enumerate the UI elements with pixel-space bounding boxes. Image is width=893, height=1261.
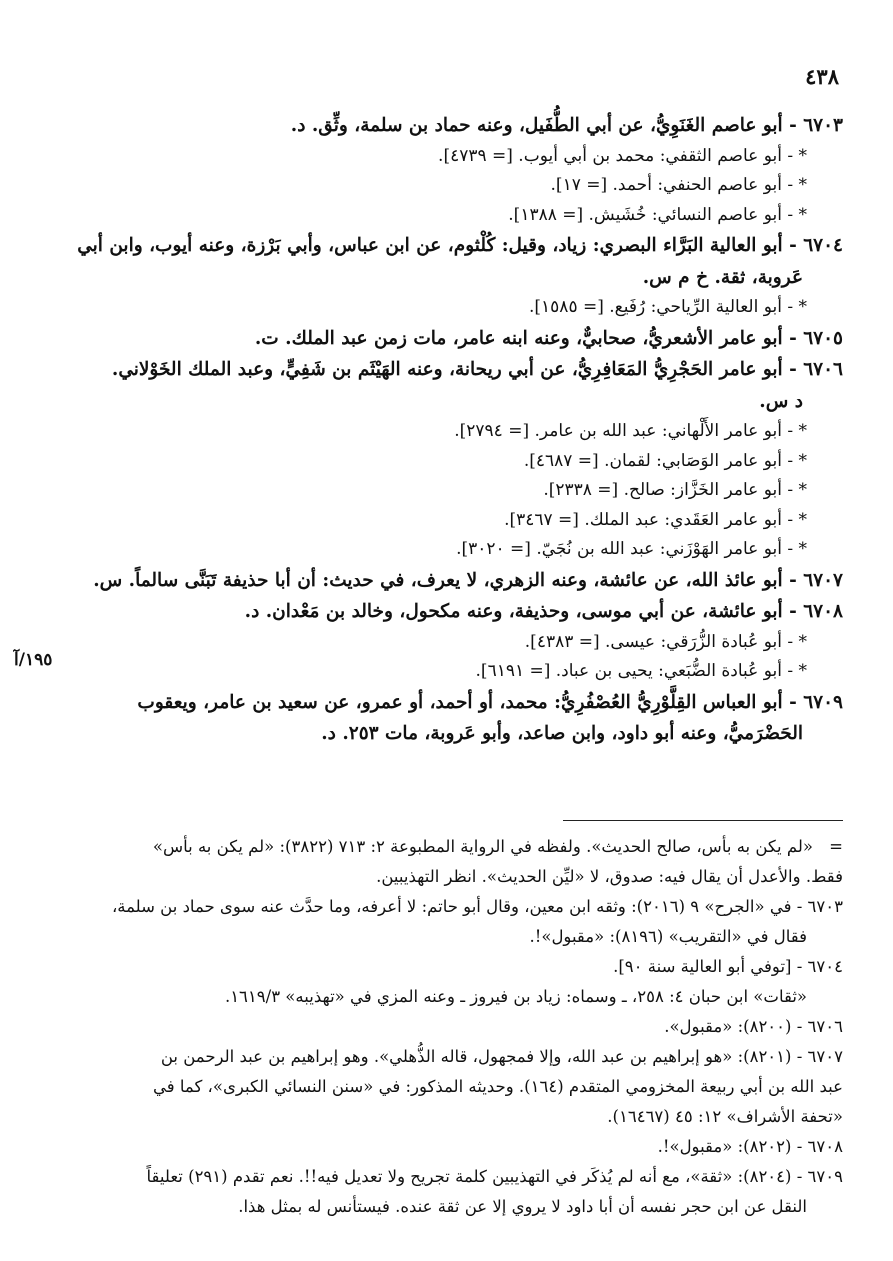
cross-ref: * - أبو عامر الخَزَّاز: صالح. [= ٢٣٣٨].	[543, 480, 807, 500]
footnote-6706: ٦٧٠٦ - (٨٢٠٠): «مقبول».	[664, 1017, 843, 1036]
footnote-6704: ٦٧٠٤ - [توفي أبو العالية سنة ٩٠].	[613, 957, 843, 976]
footnote-divider	[563, 820, 843, 821]
footnote-line	[43, 832, 843, 862]
footnote-6703: ٦٧٠٣ - في «الجرح» ٩ (٢٠١٦): وثقه ابن معين، وقال أبو حاتم: لا أعرفه، وما حدَّث عنه سوى حماد بن سلمة،	[111, 897, 843, 916]
footnote-line: عبد الله بن أبي ربيعة المخزومي المتقدم (١٦٤). وحديثه المذكور: في «سنن النسائي الكبرى»، كما في	[153, 1077, 843, 1096]
footnote-line: النقل عن ابن حجر نفسه أن أبا داود لا يروي إلا عن ثقة عنده. فيستأنس له بمثل هذا.	[238, 1197, 807, 1216]
footnote-line: فقط. والأعدل أن يقال فيه: صدوق، لا «ليِّن الحديث». انظر التهذيبين.	[376, 867, 843, 886]
entry-6704-cont: عَروبة، ثقة. خ م س.	[642, 266, 803, 288]
footnote-6708: ٦٧٠٨ - (٨٢٠٢): «مقبول»!.	[657, 1137, 843, 1156]
margin-folio-note: ١٩٥/آ	[14, 650, 53, 670]
entry-6709-cont: الحَضْرَميُّ، وعنه أبو داود، وابن صاعد، وأبو عَروبة، مات ٢٥٣. د.	[321, 723, 803, 744]
cross-ref: * - أبو عامر العَقَدي: عبد الملك. [= ٣٤٦٧].	[504, 509, 807, 530]
entry-6709: ٦٧٠٩ - أبو العباس القِلَّوْرِيُّ العُصْفُرِيُّ: محمد، أو أحمد، أو عمرو، عن سعيد بن عامر، ويعقوب	[137, 691, 843, 713]
cross-ref: * - أبو عُبادة الزُّرَقي: عيسى. [= ٤٣٨٣].	[524, 631, 807, 652]
continuation-mark: =	[829, 837, 843, 856]
main-text	[43, 110, 843, 750]
cross-ref: * - أبو العالية الرِّياحي: رُفَيع. [= ١٥٨٥].	[529, 297, 807, 317]
page-number: ٤٣٨	[805, 64, 839, 89]
entry-6705: ٦٧٠٥ - أبو عامر الأشعريُّ، صحابيٌّ، وعنه ابنه عامر، مات زمن عبد الملك. ت.	[254, 327, 843, 349]
cross-ref: * - أبو عامر الوَصَابي: لقمان. [= ٤٦٨٧].	[523, 450, 807, 471]
footnote-line: «تحفة الأشراف» ١٢: ٤٥ (١٦٤٦٧).	[607, 1107, 843, 1126]
footnote-text: «لم يكن به بأس، صالح الحديث». ولفظه في الرواية المطبوعة ٢: ٧١٣ (٣٨٢٢): «لم يكن به بأس»	[152, 837, 813, 856]
entry-6708: ٦٧٠٨ - أبو عائشة، عن أبي موسى، وحذيفة، وعنه مكحول، وخالد بن مَعْدان. د.	[244, 601, 843, 622]
footnote-line: فقال في «التقريب» (٨١٩٦): «مقبول»!.	[529, 927, 807, 946]
cross-ref: * - أبو عُبادة الضُّبَعي: يحيى بن عباد. [= ٦١٩١].	[475, 661, 807, 681]
cross-ref: * - أبو عاصم الثقفي: محمد بن أبي أيوب. [= ٤٧٣٩].	[438, 145, 807, 166]
cross-ref: * - أبو عامر الأَلْهاني: عبد الله بن عامر. [= ٢٧٩٤].	[454, 421, 807, 441]
entry-6703: ٦٧٠٣ - أبو عاصم الغَنَوِيُّ، عن أبي الطُّفَيل، وعنه حماد بن سلمة، وثِّق. د.	[290, 115, 843, 136]
footnotes	[43, 832, 843, 1222]
footnote-6707: ٦٧٠٧ - (٨٢٠١): «هو إبراهيم بن عبد الله، وإلا فمجهول، قاله الذُّهلي». وهو إبراهيم بن عبد الرحمن بن	[160, 1047, 843, 1066]
cross-ref: * - أبو عاصم النسائي: خُشَيش. [= ١٣٨٨].	[508, 204, 807, 225]
entry-6707: ٦٧٠٧ - أبو عائذ الله، عن عائشة، وعنه الزهري، لا يعرف، في حديث: أن أبا حذيفة تَبَنَّى سالماً. س.	[93, 569, 843, 591]
footnote-6709: ٦٧٠٩ - (٨٢٠٤): «ثقة»، مع أنه لم يُذكَر في التهذيبين كلمة تجريح ولا تعديل فيه!!. نعم تقدم (٢٩١) تعليقاً	[146, 1167, 843, 1186]
cross-ref: * - أبو عاصم الحنفي: أحمد. [= ١٧].	[550, 175, 807, 195]
cross-ref: * - أبو عامر الهَوْزَني: عبد الله بن نُجَيّ. [= ٣٠٢٠].	[456, 539, 807, 559]
entry-6704: ٦٧٠٤ - أبو العالية البَرَّاء البصري: زياد، وقيل: كُلْثوم، عن ابن عباس، وأبي بَرْزة، وعنه أيوب، وابن أبي	[77, 235, 843, 256]
entry-6706: ٦٧٠٦ - أبو عامر الحَجْرِيُّ المَعَافِرِيُّ، عن أبي ريحانة، وعنه الهَيْثَم بن شَفِيٍّ، وعبد الملك الخَوْلاني.	[111, 359, 843, 380]
entry-6706-cont: د س.	[759, 390, 803, 412]
footnote-line: «ثقات» ابن حبان ٤: ٢٥٨، ـ وسماه: زياد بن فيروز ـ وعنه المزي في «تهذيبه» ١٦١٩/٣.	[224, 987, 807, 1006]
